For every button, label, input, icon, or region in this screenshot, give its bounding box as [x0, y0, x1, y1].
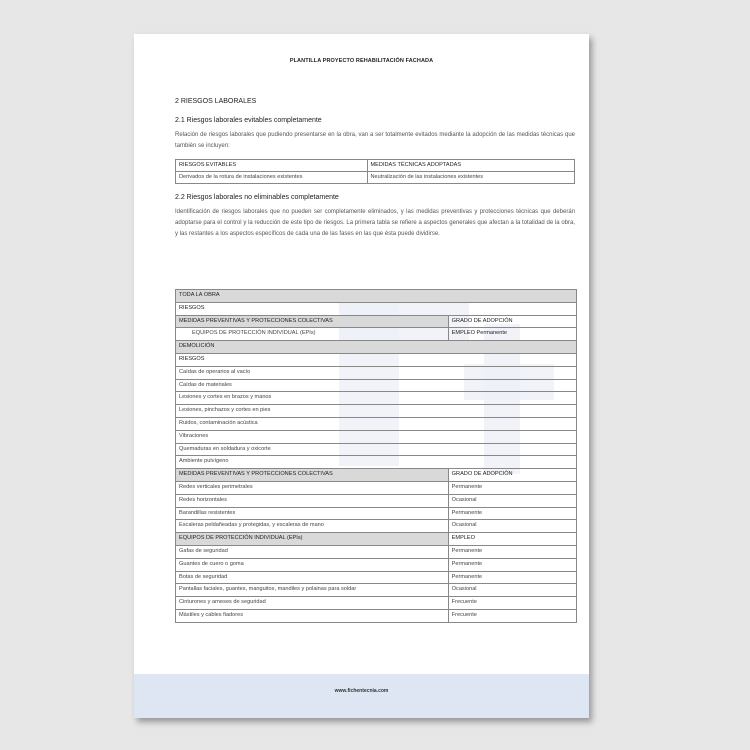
table-cell: Permanente — [448, 507, 576, 520]
table-row: Ruidos, contaminación acústica — [176, 417, 577, 430]
table-cell: Frecuente — [448, 597, 576, 610]
subsection-title-2-2: 2.2 Riesgos laborales no eliminables completamente — [175, 194, 339, 201]
table-header: MEDIDAS PREVENTIVAS Y PROTECCIONES COLECTIVAS — [176, 469, 449, 482]
table-cell: EQUIPOS DE PROTECCIÓN INDIVIDUAL (EPIs) — [176, 328, 449, 341]
page-header-title: PLANTILLA PROYECTO REHABILITACIÓN FACHADA — [289, 58, 434, 64]
table-cell: Botas de seguridad — [176, 571, 449, 584]
table-cell: Frecuente — [448, 609, 576, 622]
table-header: MEDIDAS TÉCNICAS ADOPTADAS — [367, 160, 574, 172]
table-cell: Pantallas faciales, guantes, manguitos, mandiles y polainas para soldar — [176, 584, 449, 597]
table-section-header: DEMOLICIÓN — [176, 341, 577, 354]
section-title: 2 RIESGOS LABORALES — [175, 98, 257, 105]
page-footer — [134, 674, 589, 718]
table-cell: Permanente — [448, 481, 576, 494]
table-header: EQUIPOS DE PROTECCIÓN INDIVIDUAL (EPIs) — [176, 533, 449, 546]
table-row: Ambiente pulvígeno — [176, 456, 577, 469]
table-cell: Permanente — [448, 571, 576, 584]
document-content — [175, 98, 575, 247]
document-page — [134, 34, 589, 718]
table-row: Caídas de operarios al vacío — [176, 366, 577, 379]
table-cell: Mástiles y cables fiadores — [176, 609, 449, 622]
table-cell: Permanente — [448, 545, 576, 558]
subsection-text-2-2: Identificación de riesgos laborales que no pueden ser completamente eliminados, y las medidas preventivas y protecciones técnicas que deberán adoptarse para el control y la reducción de este tipo de riesgos. La primera tabla se refiere a aspectos generales que afectan a la totalidad de la obra, y las restantes a los aspectos específicos de cada una de las fases en las que ésta puede dividirse. — [175, 209, 575, 237]
table-cell: Ocasional — [448, 584, 576, 597]
table-cell: Guantes de cuero o goma — [176, 558, 449, 571]
table-cell: Ocasional — [448, 494, 576, 507]
table-cell: EMPLEO Permanente — [448, 328, 576, 341]
footer-url: www.fichentecnia.com — [334, 688, 389, 694]
table-row: Lesiones, pinchazos y cortes en pies — [176, 405, 577, 418]
table-subheader: RIESGOS — [176, 302, 577, 315]
table-cell: Permanente — [448, 558, 576, 571]
table-cell: Redes verticales perimetrales — [176, 481, 449, 494]
table-cell: Derivados de la rotura de instalaciones existentes — [176, 172, 368, 184]
table-cell: Ocasional — [448, 520, 576, 533]
table-subheader: RIESGOS — [176, 353, 577, 366]
table-cell: Neutralización de las instalaciones existentes — [367, 172, 574, 184]
subsection-title-2-1: 2.1 Riesgos laborales evitables completamente — [175, 117, 322, 124]
table-row: Quemaduras en soldadura y oxicorte — [176, 443, 577, 456]
table-cell: Escaleras peldañeadas y protegidas, y escaleras de mano — [176, 520, 449, 533]
table-row: Lesiones y cortes en brazos y manos — [176, 392, 577, 405]
table-row: Vibraciones — [176, 430, 577, 443]
subsection-text-2-1: Relación de riesgos laborales que pudiendo presentarse en la obra, van a ser totalmente evitados mediante la adopción de las medidas técnicas que también se incluyen: — [175, 132, 575, 149]
table-cell: Gafas de seguridad — [176, 545, 449, 558]
table-row: Caídas de materiales — [176, 379, 577, 392]
table-cell: Barandillas resistentes — [176, 507, 449, 520]
table-section-header: TODA LA OBRA — [176, 290, 577, 303]
table-header: RIESGOS EVITABLES — [176, 160, 368, 172]
table-header: MEDIDAS PREVENTIVAS Y PROTECCIONES COLECTIVAS — [176, 315, 449, 328]
table-header: EMPLEO — [448, 533, 576, 546]
table-header: GRADO DE ADOPCIÓN — [448, 469, 576, 482]
table-header: GRADO DE ADOPCIÓN — [448, 315, 576, 328]
risk-table — [175, 289, 577, 623]
avoidable-risks-table — [175, 159, 575, 184]
table-cell: Cinturones y arneses de seguridad — [176, 597, 449, 610]
table-cell: Redes horizontales — [176, 494, 449, 507]
